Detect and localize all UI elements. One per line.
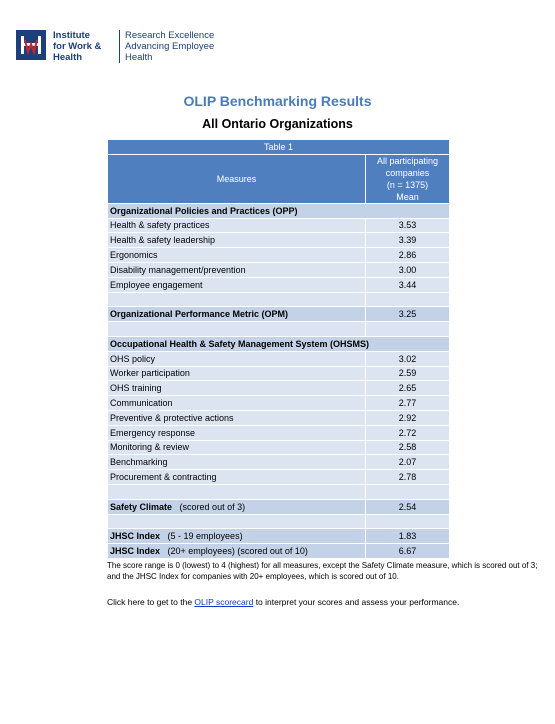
table-caption-row xyxy=(108,140,450,155)
logo-divider xyxy=(119,30,120,63)
olip-scorecard-link[interactable]: OLIP scorecard xyxy=(194,597,254,607)
measure-label: Ergonomics xyxy=(108,248,366,263)
section-title: Organizational Policies and Practices (OPP) xyxy=(108,203,450,218)
table-row xyxy=(108,277,450,292)
measure-value: 3.53 xyxy=(366,218,450,233)
benchmark-table xyxy=(107,139,450,559)
section-title: JHSC Index xyxy=(110,546,161,557)
spacer-row xyxy=(108,514,450,529)
table-row xyxy=(108,381,450,396)
measure-label: Health & safety practices xyxy=(108,218,366,233)
section-note: (scored out of 3) xyxy=(179,501,246,512)
spacer-row xyxy=(108,322,450,337)
section-title: JHSC Index xyxy=(110,531,161,542)
table-row xyxy=(108,218,450,233)
measure-label: OHS policy xyxy=(108,351,366,366)
table-row xyxy=(108,470,450,485)
measure-value: 3.02 xyxy=(366,351,450,366)
page-title: OLIP Benchmarking Results xyxy=(183,93,372,109)
section-row-opm xyxy=(108,307,450,322)
table-header-row xyxy=(108,154,450,203)
section-title-cell xyxy=(108,499,366,514)
section-row-jhsc-small xyxy=(108,529,450,544)
table-row xyxy=(108,440,450,455)
section-row-opp xyxy=(108,203,450,218)
section-note: (5 - 19 employees) xyxy=(167,531,243,542)
section-title-cell xyxy=(108,529,366,544)
cta-text-before: Click here to get to the xyxy=(107,597,195,607)
cta-text-after: to interpret your scores and assess your performance. xyxy=(253,597,460,607)
spacer-row xyxy=(108,484,450,499)
logo-tag-line: Health xyxy=(125,52,153,63)
measure-value: 2.86 xyxy=(366,248,450,263)
column-header-line: companies xyxy=(385,167,430,178)
page-subtitle: All Ontario Organizations xyxy=(202,117,353,131)
measure-label: Worker participation xyxy=(108,366,366,381)
logo-tag-line: Advancing Employee xyxy=(125,41,215,52)
measure-label: OHS training xyxy=(108,381,366,396)
column-header-measures: Measures xyxy=(108,154,366,203)
measure-label: Health & safety leadership xyxy=(108,233,366,248)
measure-label: Benchmarking xyxy=(108,455,366,470)
measure-value: 2.92 xyxy=(366,410,450,425)
measure-value: 2.65 xyxy=(366,381,450,396)
section-note: (20+ employees) (scored out of 10) xyxy=(167,546,308,557)
table-row xyxy=(108,455,450,470)
measure-value: 3.00 xyxy=(366,262,450,277)
measure-label: Emergency response xyxy=(108,425,366,440)
measure-value: 2.72 xyxy=(366,425,450,440)
column-header-line: (n = 1375) xyxy=(386,179,429,190)
measure-value: 2.78 xyxy=(366,470,450,485)
measure-label: Communication xyxy=(108,396,366,411)
measure-value: 3.44 xyxy=(366,277,450,292)
logo-org-line: Health xyxy=(53,52,83,63)
logo-org-line: Institute xyxy=(53,30,90,41)
table-row xyxy=(108,233,450,248)
measure-value: 2.58 xyxy=(366,440,450,455)
measure-value: 3.39 xyxy=(366,233,450,248)
table-row xyxy=(108,351,450,366)
measure-label: Preventive & protective actions xyxy=(108,410,366,425)
logo-tag-line: Research Excellence xyxy=(125,30,215,41)
column-header-mean xyxy=(366,154,450,203)
section-value: 1.83 xyxy=(366,529,450,544)
iwh-logo-mark-icon xyxy=(16,30,46,60)
measure-value: 2.59 xyxy=(366,366,450,381)
logo-tagline xyxy=(125,30,214,63)
table-row xyxy=(108,248,450,263)
measure-label: Employee engagement xyxy=(108,277,366,292)
section-title: Safety Climate xyxy=(110,501,173,512)
measure-label: Procurement & contracting xyxy=(108,470,366,485)
section-row-safety-climate xyxy=(108,499,450,514)
table-caption: Table 1 xyxy=(108,140,450,155)
table-row xyxy=(108,425,450,440)
column-header-line: Mean xyxy=(396,191,419,202)
measure-value: 2.77 xyxy=(366,396,450,411)
table-row xyxy=(108,396,450,411)
scorecard-cta xyxy=(107,597,547,608)
iwh-logo xyxy=(16,30,216,64)
section-row-ohsms xyxy=(108,336,450,351)
logo-org-name xyxy=(53,30,101,63)
measure-value: 2.07 xyxy=(366,455,450,470)
section-title: Organizational Performance Metric (OPM) xyxy=(108,307,366,322)
logo-org-line: for Work & xyxy=(53,41,102,52)
section-row-jhsc-large xyxy=(108,544,450,559)
section-title: Occupational Health & Safety Management System (OHSMS) xyxy=(108,336,450,351)
measure-label: Disability management/prevention xyxy=(108,262,366,277)
section-value: 3.25 xyxy=(366,307,450,322)
section-title-cell xyxy=(108,544,366,559)
table-row xyxy=(108,410,450,425)
section-value: 2.54 xyxy=(366,499,450,514)
measure-label: Monitoring & review xyxy=(108,440,366,455)
column-header-line: All participating xyxy=(376,155,439,166)
score-range-footnote: The score range is 0 (lowest) to 4 (highest) for all measures, except the Safety Climate measure, which is scored out of 3; and the JHSC Index for companies with 20+ employees, which is scored out of 10. xyxy=(107,561,538,581)
spacer-row xyxy=(108,292,450,307)
table-row xyxy=(108,262,450,277)
table-row xyxy=(108,366,450,381)
section-value: 6.67 xyxy=(366,544,450,559)
